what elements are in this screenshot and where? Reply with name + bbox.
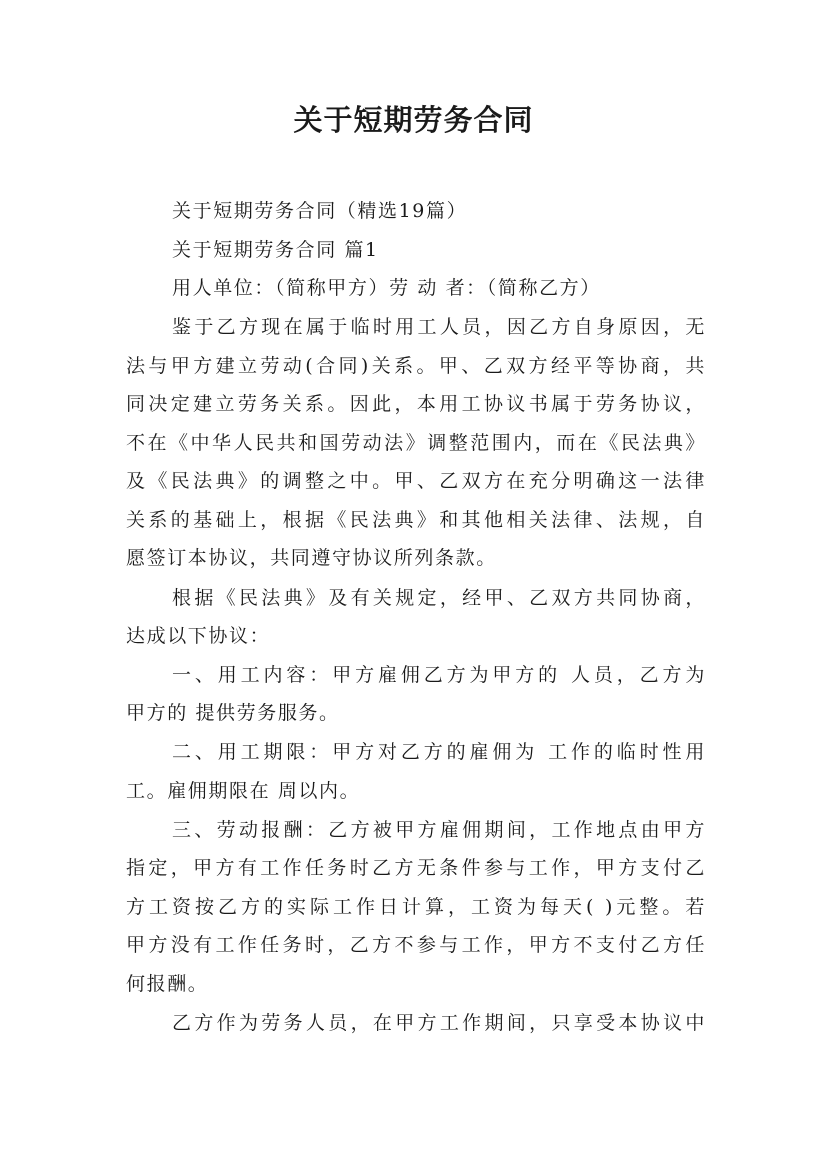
document-title: 关于短期劳务合同 [293, 103, 534, 137]
clause-line: 方工资按乙方的实际工作日计算，工资为每天( )元整。若 [126, 896, 706, 918]
paragraph-line: 根据《民法典》及有关规定，经甲、乙双方共同协商， [172, 587, 706, 609]
clause-line: 指定，甲方有工作任务时乙方无条件参与工作，甲方支付乙 [126, 857, 706, 879]
paragraph-line: 同决定建立劳务关系。因此，本用工协议书属于劳务协议， [126, 393, 706, 415]
section-heading: 关于短期劳务合同 篇1 [172, 239, 379, 261]
paragraph-line: 关系的基础上，根据《民法典》和其他相关法律、法规，自 [126, 509, 706, 531]
paragraph-line: 达成以下协议： [126, 625, 271, 647]
clause-line: 三、劳动报酬：乙方被甲方雇佣期间，工作地点由甲方 [172, 819, 706, 841]
clause-line: 甲方没有工作任务时，乙方不参与工作，甲方不支付乙方任 [126, 934, 706, 956]
paragraph-line: 愿签订本协议，共同遵守协议所列条款。 [126, 547, 497, 569]
clause-line: 何报酬。 [126, 973, 209, 995]
parties-line: 用人单位：（简称甲方）劳 动 者：（简称乙方） [172, 277, 601, 299]
paragraph-line: 法与甲方建立劳动(合同)关系。甲、乙双方经平等协商，共 [126, 355, 706, 377]
paragraph-line: 及《民法典》的调整之中。甲、乙双方在充分明确这一法律 [126, 470, 706, 492]
clause-line: 一、用工内容：甲方雇佣乙方为甲方的 人员，乙方为 [172, 664, 706, 686]
paragraph-line: 不在《中华人民共和国劳动法》调整范围内，而在《民法典》 [126, 432, 706, 454]
clause-line: 甲方的 提供劳务服务。 [126, 702, 340, 724]
subtitle-line: 关于短期劳务合同（精选19篇） [172, 200, 468, 222]
clause-line: 二、用工期限：甲方对乙方的雇佣为 工作的临时性用 [172, 741, 706, 763]
paragraph-line: 乙方作为劳务人员，在甲方工作期间，只享受本协议中 [172, 1012, 706, 1034]
paragraph-line: 鉴于乙方现在属于临时用工人员，因乙方自身原因，无 [172, 316, 706, 338]
clause-line: 工。雇佣期限在 周以内。 [126, 780, 361, 802]
